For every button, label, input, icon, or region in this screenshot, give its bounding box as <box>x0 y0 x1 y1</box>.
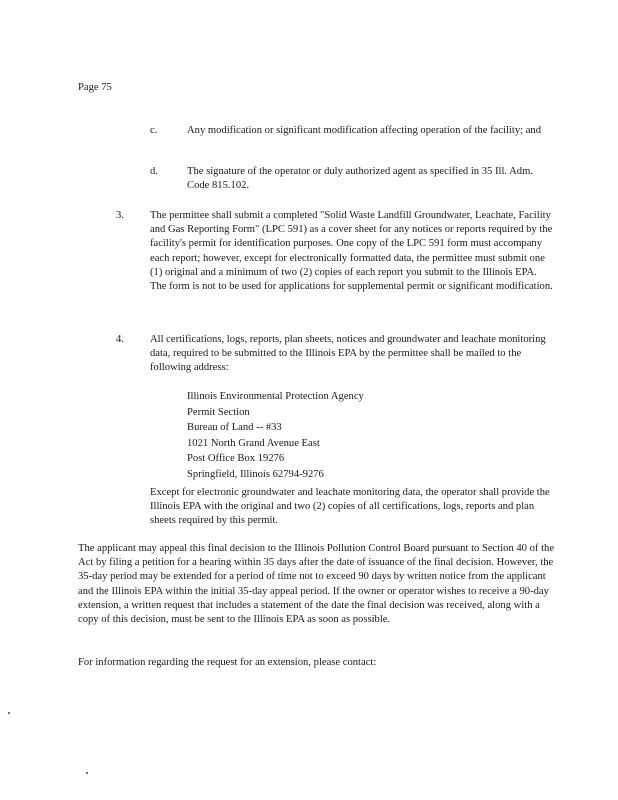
item-3-label: 3. <box>116 210 124 221</box>
contact-paragraph: For information regarding the request for an extension, please contact: <box>78 657 377 668</box>
mailing-address <box>187 390 487 483</box>
item-4-text: All certifications, logs, reports, plan sheets, notices and groundwater and leachate monitoring data, required to be submitted to the Illinois EPA by the permittee shall be mailed to the following address: <box>150 334 546 374</box>
address-line: Illinois Environmental Protection Agency <box>187 391 364 402</box>
item-d-label: d. <box>150 166 158 177</box>
scan-speck <box>86 772 88 774</box>
appeal-paragraph: The applicant may appeal this final decision to the Illinois Pollution Control Board pursuant to Section 40 of the Act by filing a petition for a hearing within 35 days after the date of issuance of the final decision. However, the 35-day period may be extended for a period of time not to exceed 90 days by written notice from the applicant and the Illinois EPA within the initial 35-day appeal period. If the owner or operator wishes to receive a 90-day extension, a written request that includes a statement of the date the final decision was received, along with a copy of this decision, must be sent to the Illinois EPA as soon as possible. <box>78 543 555 626</box>
address-line: Post Office Box 19276 <box>187 453 285 464</box>
item-3-text: The permittee shall submit a completed "Solid Waste Landfill Groundwater, Leachate, Facility and Gas Reporting Form" (LPC 591) as a cover sheet for any notices or reports required by the facility's permit for identification purposes. One copy of the LPC 591 form must accompany each report; however, except for electronically formatted data, the permittee must submit one (1) original and a minimum of two (2) copies of each report you submit to the Illinois EPA. The form is not to be used for applications for supplemental permit or significant modification. <box>150 210 553 293</box>
except-paragraph: Except for electronic groundwater and leachate monitoring data, the operator shall provide the Illinois EPA with the original and two (2) copies of all certifications, logs, reports and plan sheets required by this permit. <box>150 487 550 527</box>
address-line: Bureau of Land -- #33 <box>187 422 282 433</box>
item-4-label: 4. <box>116 334 124 345</box>
address-line: Permit Section <box>187 406 250 418</box>
page-number: Page 75 <box>78 82 112 93</box>
item-c-label: c. <box>150 125 158 136</box>
address-line: 1021 North Grand Avenue East <box>187 437 320 449</box>
item-c-text: Any modification or significant modification affecting operation of the facility; and <box>187 125 542 136</box>
item-d-text: The signature of the operator or duly authorized agent as specified in 35 Ill. Adm. Code 815.102. <box>187 166 533 192</box>
scan-speck <box>8 712 10 714</box>
address-line: Springfield, Illinois 62794-9276 <box>187 468 324 480</box>
